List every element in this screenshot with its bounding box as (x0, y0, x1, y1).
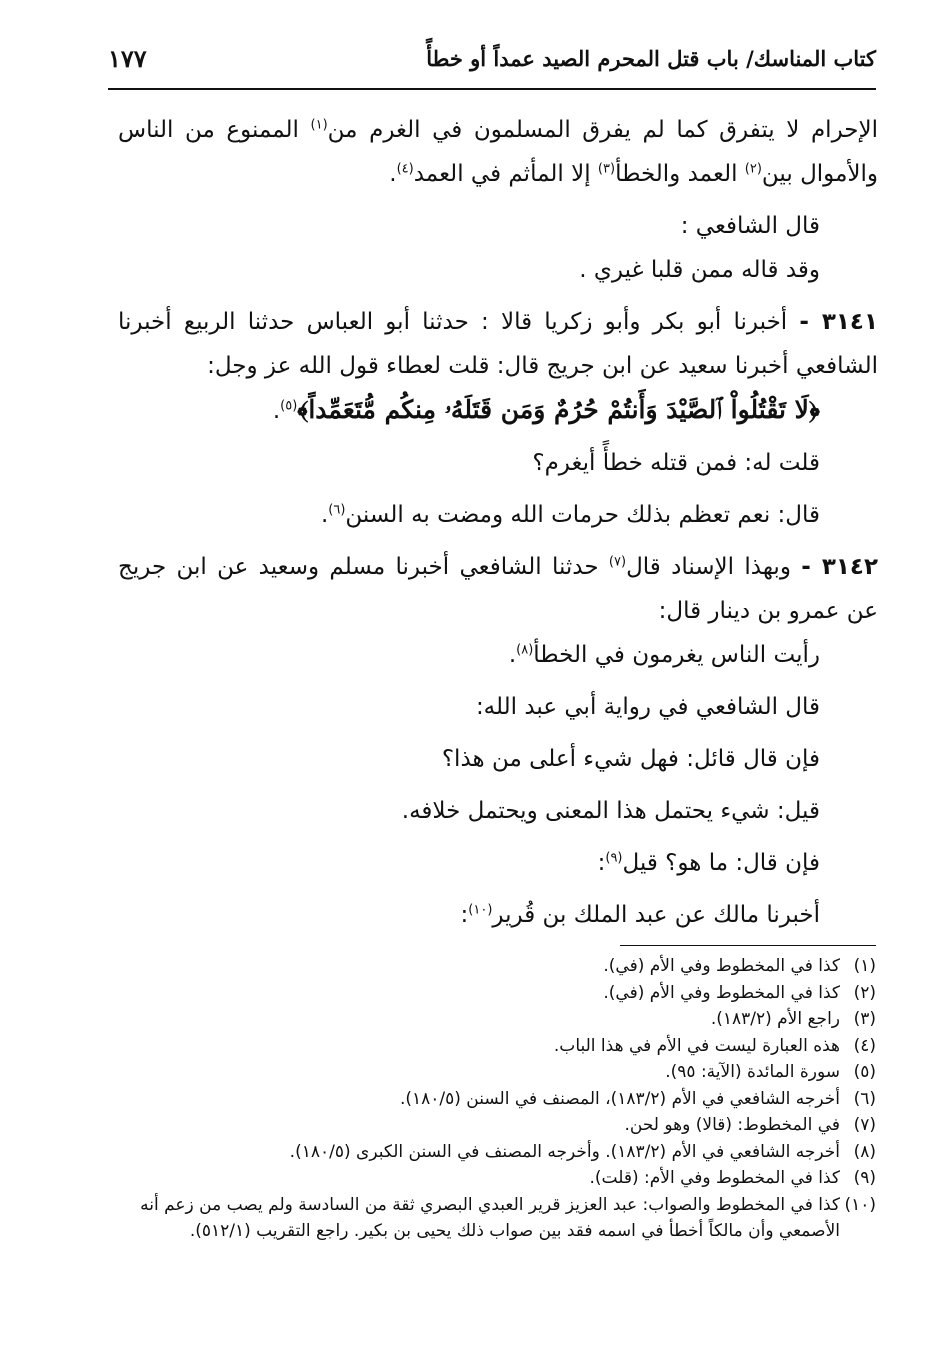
footnote: (٤)هذه العبارة ليست في الأم في هذا الباب. (553, 1035, 876, 1056)
paragraph-1: الإحرام لا يتفرق كما لم يفرق المسلمون في الغرم من$^{(١)}$ الممنوع من الناس والأموال بين$^{(٢)}$ العمد والخطأ$^{(٣)}$ إلا المأثم في العمد$^{(٤)}$. (118, 117, 878, 187)
shafii-says-line: قال الشافعي : (680, 213, 820, 239)
main-text (118, 108, 878, 937)
footnote: (٣)راجع الأم (١٨٣/٢). (710, 1009, 876, 1029)
shafii-riwaya-line: قال الشافعي في رواية أبي عبد الله: (475, 694, 820, 720)
footnote-ref: (٥) (280, 398, 298, 414)
footnote: (٧)في المخطوط: (قالا) وهو لحن. (624, 1115, 876, 1135)
footnote: (٢)كذا في المخطوط وفي الأم (في). (603, 982, 876, 1003)
hadith-3142: ٣١٤٢ - وبهذا الإسناد قال$^{(٧)}$ حدثنا الشافعي أخبرنا مسلم وسعيد عن ابن جريج عن عمرو بن دينار قال: (118, 554, 878, 624)
malik-line: أخبرنا مالك عن عبد الملك بن قُرير$^{(١٠)}$: (460, 902, 820, 928)
narration-line: رأيت الناس يغرمون في الخطأ$^{(٨)}$. (508, 642, 820, 668)
footnote: (٦)أخرجه الشافعي في الأم (١٨٣/٢)، المصنف في السنن (١٨٠/٥). (399, 1088, 876, 1109)
footnote-ref: (٢) (744, 161, 762, 177)
footnote-ref: (٩) (605, 850, 623, 866)
statement-line: وقد قاله ممن قلبا غيري . (579, 257, 820, 283)
header-rule (108, 88, 876, 90)
hadith-number: ٣١٤٢ - (801, 554, 878, 580)
footnote-continuation: الأصمعي وأن مالكاً أخطأ في اسمه فقد بين صواب ذلك يحيى بن بكير. راجع التقريب (٥١٢/١). (189, 1221, 840, 1241)
footnote-rule (620, 945, 876, 946)
hadith-3141: ٣١٤١ - أخبرنا أبو بكر وأبو زكريا قالا : حدثنا أبو العباس حدثنا الربيع أخبرنا الشافعي أخبرنا سعيد عن ابن جريج قال: قلت لعطاء قول الله عز وجل: (118, 309, 878, 379)
reply-line: قيل: شيء يحتمل هذا المعنى ويحتمل خلافه. (401, 798, 820, 824)
footnote-ref: (٧) (608, 554, 627, 570)
footnote-ref: (١٠) (468, 902, 493, 918)
running-header (108, 42, 876, 82)
footnote: (٥)سورة المائدة (الآية: ٩٥). (665, 1062, 876, 1082)
footnote-ref: (٦) (328, 502, 346, 518)
answer-line: قال: نعم تعظم بذلك حرمات الله ومضت به السنن$^{(٦)}$. (320, 502, 820, 528)
footnote-ref: (٨) (516, 642, 534, 658)
question-line: قلت له: فمن قتله خطأً أيغرم؟ (532, 450, 820, 476)
running-title: كتاب المناسك/ باب قتل المحرم الصيد عمداً أو خطأً (426, 46, 876, 71)
footnote: (٨)أخرجه الشافعي في الأم (١٨٣/٢). وأخرجه المصنف في السنن الكبرى (١٨٠/٥). (289, 1141, 876, 1162)
footnote: (٩)كذا في المخطوط وفي الأم: (قلت). (589, 1168, 876, 1188)
quran-verse: ﴿لَا تَقْتُلُواْ ٱلصَّيْدَ وَأَنتُمْ حُرُمٌ وَمَن قَتَلَهُۥ مِنكُم مُّتَعَمِّداً﴾$^{(٥)}$. (272, 395, 820, 424)
footnotes (110, 953, 876, 1245)
objection-line: فإن قال قائل: فهل شيء أعلى من هذا؟ (441, 746, 820, 772)
footnote: (١)كذا في المخطوط وفي الأم (في). (603, 956, 876, 976)
page-number: ١٧٧ (108, 44, 147, 73)
question-what-line: فإن قال: ما هو؟ قيل$^{(٩)}$: (597, 850, 820, 876)
hadith-number: ٣١٤١ - (799, 309, 878, 335)
footnote-ref: (١) (310, 117, 328, 133)
footnote-ref: (٤) (396, 161, 414, 177)
footnote: (١٠)كذا في المخطوط والصواب: عبد العزيز قرير العبدي البصري ثقة من السادسة ولم يصب من زعم أنه (140, 1194, 876, 1215)
footnote-ref: (٣) (597, 161, 616, 177)
